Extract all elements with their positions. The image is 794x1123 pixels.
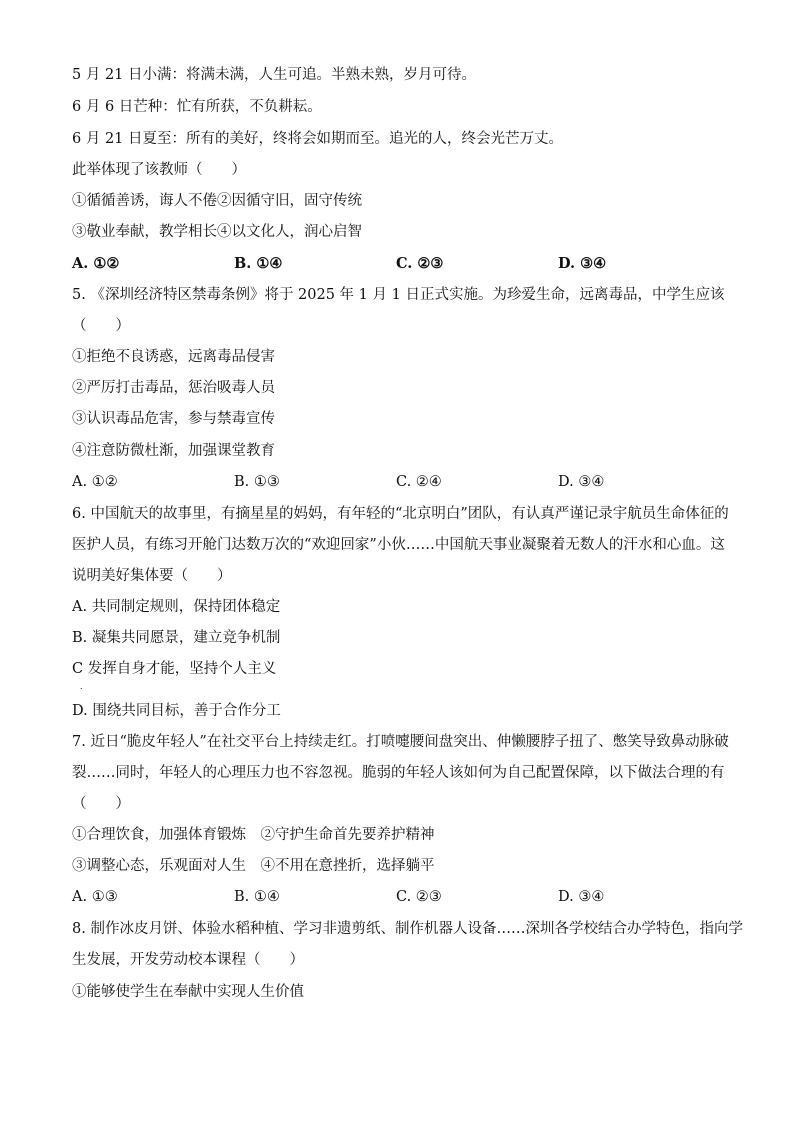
q8-stem-line-1: 8. 制作冰皮月饼、体验水稻种植、学习非遗剪纸、制作机器人设备……深圳各学校结合办学特色，指向学 <box>72 921 743 937</box>
q5-option-d: D. ③④ <box>558 474 605 490</box>
q4-stem: 此举体现了该教师（ ） <box>72 162 246 178</box>
q5-stem-line-1: 5. 《深圳经济特区禁毒条例》将于 2025 年 1 月 1 日正式实施。为珍爱生命，远离毒品，中学生应该 <box>72 287 725 303</box>
intro-line-1: 5 月 21 日小满：将满未满，人生可追。半熟未熟，岁月可待。 <box>72 67 477 83</box>
q4-option-c: C. ②③ <box>396 255 444 272</box>
q7-option-c: C. ②③ <box>396 889 442 905</box>
q7-stem-line-1: 7. 近日“脆皮年轻人”在社交平台上持续走红。打喷嚏腰间盘突出、伸懒腰脖子扭了、憋笑导致鼻动脉破 <box>72 734 729 750</box>
q6-option-a: A. 共同制定规则，保持团体稳定 <box>72 599 281 615</box>
q7-statement-2: ③调整心态，乐观面对人生 ④不用在意挫折，选择躺平 <box>72 858 435 874</box>
q4-statement-2: ③敬业奉献，教学相长④以文化人，润心启智 <box>72 224 362 240</box>
q4-statement-1: ①循循善诱，诲人不倦②因循守旧，固守传统 <box>72 193 362 209</box>
q6-option-b: B. 凝集共同愿景，建立竞争机制 <box>72 630 281 646</box>
intro-line-2: 6 月 6 日芒种：忙有所获，不负耕耘。 <box>72 99 322 115</box>
q8-stem-line-2: 生发展，开发劳动校本课程（ ） <box>72 952 304 968</box>
q5-option-b: B. ①③ <box>234 474 280 490</box>
q7-option-a: A. ①③ <box>72 889 118 905</box>
stray-dot: . <box>80 682 83 691</box>
q4-option-a: A. ①② <box>72 255 120 272</box>
q6-stem-line-1: 6. 中国航天的故事里，有摘星星的妈妈，有年轻的“北京明白”团队，有认真严谨记录宇航员生命体征的 <box>72 506 729 522</box>
intro-line-3: 6 月 21 日夏至：所有的美好，终将会如期而至。追光的人，终会光芒万丈。 <box>72 131 564 147</box>
q6-option-d: D. 围绕共同目标，善于合作分工 <box>72 703 281 719</box>
q7-statement-1: ①合理饮食，加强体育锻炼 ②守护生命首先要养护精神 <box>72 827 435 843</box>
q5-statement-4: ④注意防微杜渐，加强课堂教育 <box>72 443 275 459</box>
q5-statement-3: ③认识毒品危害，参与禁毒宣传 <box>72 411 275 427</box>
q4-option-d: D. ③④ <box>558 255 607 272</box>
q5-option-a: A. ①② <box>72 474 118 490</box>
q5-stem-line-2: （ ） <box>72 318 130 334</box>
q7-option-b: B. ①④ <box>234 889 280 905</box>
q5-statement-1: ①拒绝不良诱惑，远离毒品侵害 <box>72 349 275 365</box>
q7-stem-line-2: 裂……同时，年轻人的心理压力也不容忽视。脆弱的年轻人该如何为自己配置保障，以下做法合理的有 <box>72 765 725 781</box>
q6-option-c: C 发挥自身才能，坚持个人主义 <box>72 661 277 677</box>
q7-option-d: D. ③④ <box>558 889 605 905</box>
q7-stem-line-3: （ ） <box>72 796 130 812</box>
q8-statement-1: ①能够使学生在奉献中实现人生价值 <box>72 984 304 1000</box>
q6-stem-line-3: 说明美好集体要（ ） <box>72 568 232 584</box>
q5-statement-2: ②严厉打击毒品，惩治吸毒人员 <box>72 380 275 396</box>
q4-option-b: B. ①④ <box>234 255 283 272</box>
q5-option-c: C. ②④ <box>396 474 442 490</box>
q6-stem-line-2: 医护人员，有练习开舱门达数万次的“欢迎回家”小伙……中国航天事业凝聚着无数人的汗水和心血。这 <box>72 537 725 553</box>
